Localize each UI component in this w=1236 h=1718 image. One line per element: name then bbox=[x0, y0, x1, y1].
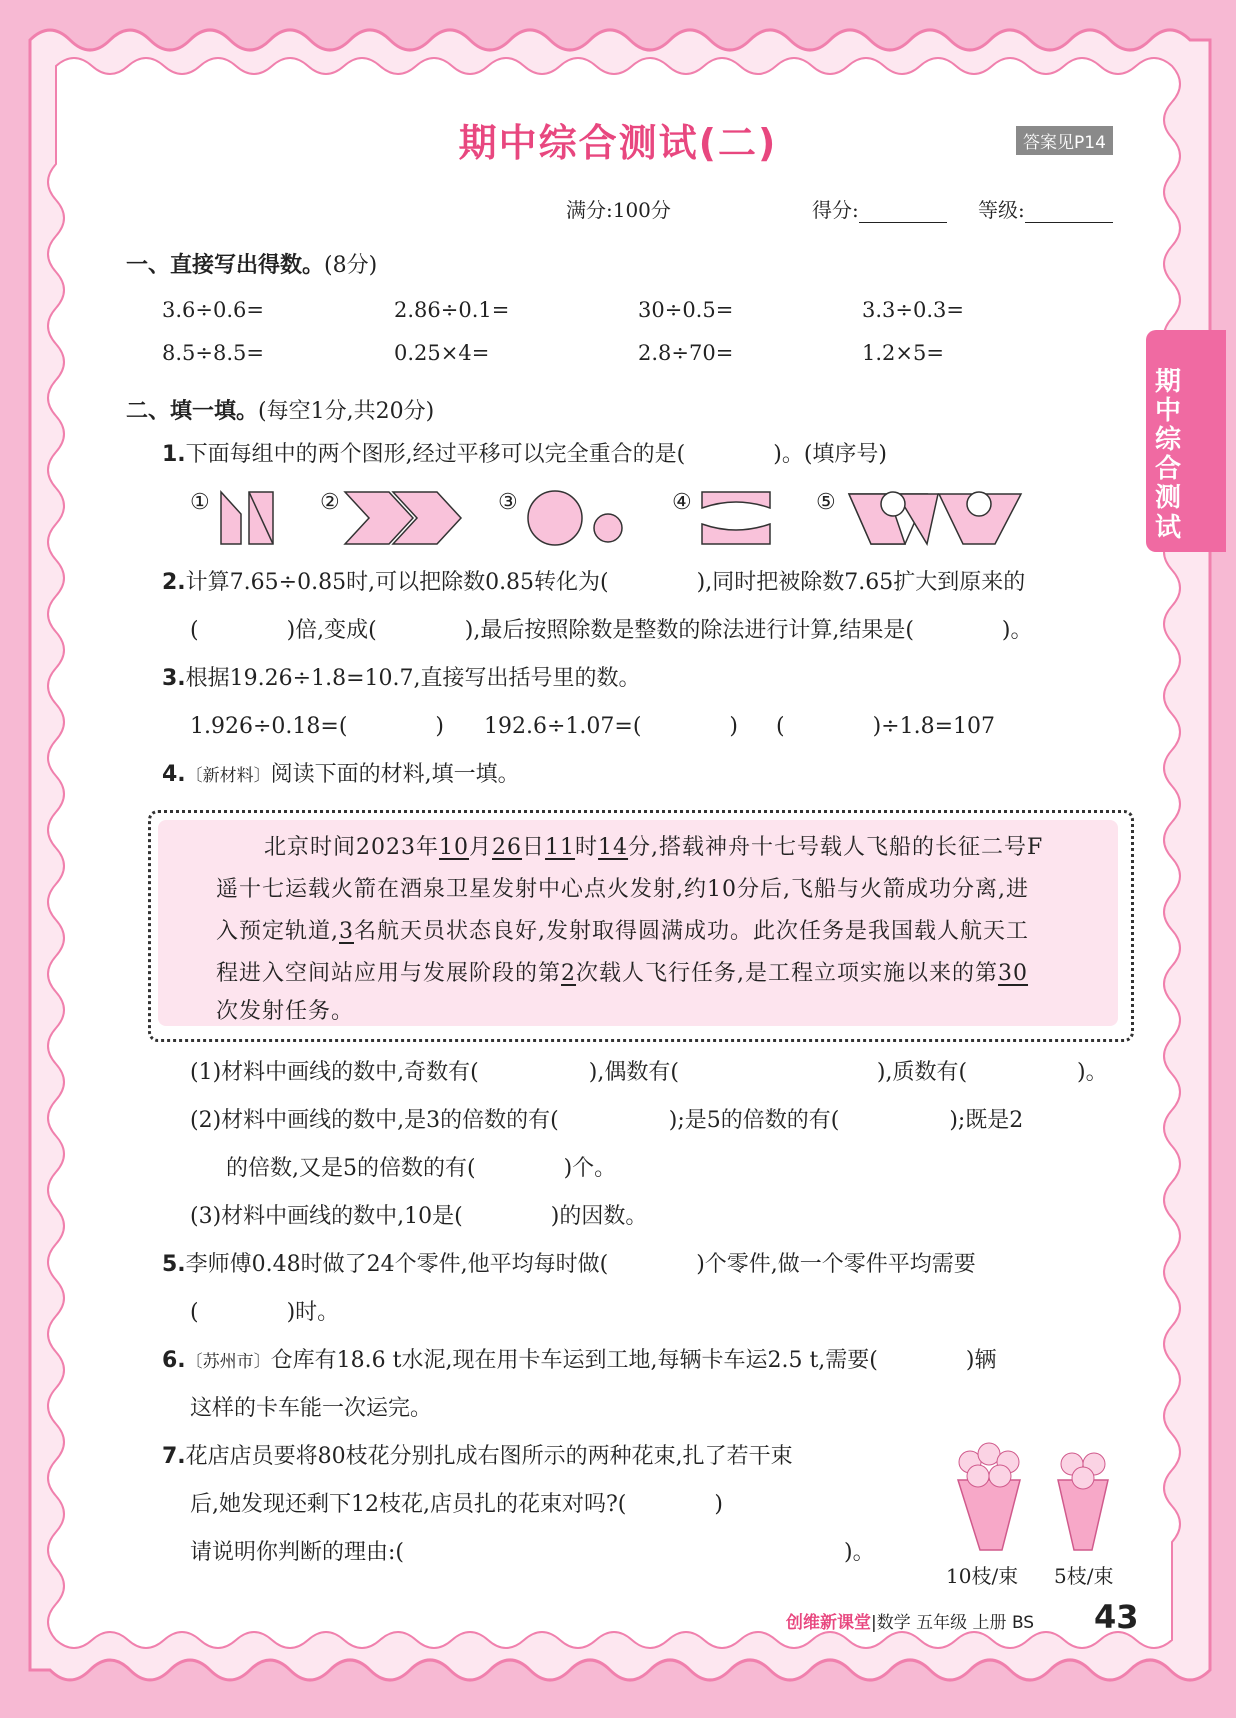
question-1 bbox=[162, 444, 887, 466]
calc-7: 2.8÷70= bbox=[638, 341, 734, 365]
page-number: 43 bbox=[1094, 1598, 1139, 1636]
underlined-number: 14 bbox=[598, 835, 629, 860]
underlined-number: 10 bbox=[439, 835, 469, 860]
reading-line-5: 次发射任务。 bbox=[216, 999, 355, 1024]
question-number: 7. bbox=[162, 1444, 186, 1469]
question-number: 1. bbox=[162, 442, 186, 467]
grade-label: 等级: bbox=[978, 198, 1025, 222]
section1-points: (8分) bbox=[324, 253, 378, 278]
score-label: 得分: bbox=[812, 198, 859, 222]
question-7-line3: 请说明你判断的理由:( )。 bbox=[190, 1540, 875, 1565]
question-7-line2: 后,她发现还剩下12枝花,店员扎的花束对吗?( ) bbox=[190, 1492, 723, 1517]
question-3-item-1: 1.926÷0.18=( ) bbox=[190, 714, 444, 739]
question-4-sub-2: (2)材料中画线的数中,是3的倍数的有( );是5的倍数的有( );既是2 bbox=[190, 1108, 1024, 1133]
question-3 bbox=[162, 668, 641, 690]
reading-text: 次载人飞行任务,是工程立项实施以来的第 bbox=[576, 961, 999, 986]
question-text: 仓库有18.6 t水泥,现在用卡车运到工地,每辆卡车运2.5 t,需要( )辆 bbox=[270, 1348, 997, 1373]
underlined-number: 3 bbox=[339, 919, 354, 944]
question-text: 花店店员要将80枝花分别扎成右图所示的两种花束,扎了若干束 bbox=[185, 1444, 793, 1469]
calc-3: 30÷0.5= bbox=[638, 298, 734, 322]
bouquet-illustrations bbox=[940, 1440, 1130, 1560]
shape-label-2: ② bbox=[320, 490, 340, 515]
translation-shapes bbox=[215, 486, 1095, 548]
question-number: 5. bbox=[162, 1252, 186, 1277]
question-5 bbox=[162, 1254, 976, 1276]
footer-info bbox=[786, 1608, 1034, 1633]
full-score: 满分:100分 bbox=[566, 198, 671, 222]
question-text: 计算7.65÷0.85时,可以把除数0.85转化为( ),同时把被除数7.65扩大到原来的 bbox=[185, 570, 1026, 595]
footer-subject: |数学 五年级 上册 BS bbox=[871, 1613, 1035, 1633]
side-tab-label: 期中综合测试 bbox=[1154, 367, 1181, 543]
question-6 bbox=[162, 1350, 996, 1372]
reading-line-1 bbox=[264, 830, 1043, 861]
calc-5: 8.5÷8.5= bbox=[162, 341, 264, 365]
page-title: 期中综合测试(二) bbox=[458, 121, 778, 165]
section2-title: 二、填一填。 bbox=[126, 399, 259, 424]
shape-5-circle-a bbox=[881, 492, 905, 516]
reading-text: 时 bbox=[575, 835, 599, 860]
answer-reference-badge: 答案见P14 bbox=[1016, 126, 1113, 155]
reading-text: 北京时间2023年 bbox=[264, 835, 439, 860]
score-field[interactable] bbox=[812, 194, 947, 223]
question-number: 4. bbox=[162, 762, 186, 787]
section2-heading bbox=[126, 394, 434, 425]
shape-label-1: ① bbox=[190, 490, 210, 515]
reading-text: 日 bbox=[522, 835, 546, 860]
shape-1a bbox=[221, 492, 241, 544]
question-text: 阅读下面的材料,填一填。 bbox=[270, 762, 520, 787]
underlined-number: 30 bbox=[998, 961, 1029, 986]
reading-line-3 bbox=[216, 914, 1029, 945]
underlined-number: 11 bbox=[545, 835, 576, 860]
shape-label-3: ③ bbox=[498, 490, 518, 515]
reading-text: 入预定轨道, bbox=[216, 919, 339, 944]
question-4-sub-1: (1)材料中画线的数中,奇数有( ),偶数有( ),质数有( )。 bbox=[190, 1060, 1108, 1085]
question-2 bbox=[162, 572, 1025, 594]
question-number: 2. bbox=[162, 570, 186, 595]
question-7 bbox=[162, 1446, 793, 1468]
shape-label-5: ⑤ bbox=[816, 490, 836, 515]
underlined-number: 2 bbox=[561, 961, 577, 986]
question-3-item-2: 192.6÷1.07=( ) bbox=[484, 714, 738, 739]
bouquet-10-icon bbox=[958, 1443, 1020, 1550]
reading-text: 名航天员状态良好,发射取得圆满成功。此次任务是我国载人航天工 bbox=[354, 919, 1029, 944]
question-text: 根据19.26÷1.8=10.7,直接写出括号里的数。 bbox=[185, 666, 641, 691]
question-5-line2: ( )时。 bbox=[190, 1300, 340, 1325]
question-4-sub-3: (3)材料中画线的数中,10是( )的因数。 bbox=[190, 1204, 648, 1229]
question-2-line2: ( )倍,变成( ),最后按照除数是整数的除法进行计算,结果是( )。 bbox=[190, 618, 1033, 643]
shape-label-4: ④ bbox=[672, 490, 692, 515]
reading-line-2: 遥十七运载火箭在酒泉卫星发射中心点火发射,约10分后,飞船与火箭成功分离,进 bbox=[216, 877, 1029, 902]
grade-blank[interactable] bbox=[1025, 202, 1113, 223]
question-tag: 〔新材料〕 bbox=[185, 766, 271, 786]
question-4 bbox=[162, 764, 520, 786]
bouquet-10-caption: 10枝/束 bbox=[946, 1564, 1019, 1588]
question-number: 6. bbox=[162, 1348, 186, 1373]
shape-4a bbox=[702, 492, 770, 508]
question-text: 下面每组中的两个图形,经过平移可以完全重合的是( )。(填序号) bbox=[185, 442, 887, 467]
calc-6: 0.25×4= bbox=[394, 341, 490, 365]
underlined-number: 26 bbox=[492, 835, 523, 860]
bouquet-5-caption: 5枝/束 bbox=[1054, 1564, 1114, 1588]
reading-text: 月 bbox=[469, 835, 493, 860]
footer-brand: 创维新课堂 bbox=[786, 1613, 871, 1633]
calc-2: 2.86÷0.1= bbox=[394, 298, 510, 322]
calc-4: 3.3÷0.3= bbox=[862, 298, 964, 322]
reading-line-4 bbox=[216, 956, 1028, 987]
section1-title: 一、直接写出得数。 bbox=[126, 253, 325, 278]
shape-5-circle-b bbox=[967, 492, 991, 516]
bouquet-5-icon bbox=[1058, 1453, 1108, 1550]
reading-text: 程进入空间站应用与发展阶段的第 bbox=[216, 961, 562, 986]
shape-4b bbox=[702, 524, 770, 544]
question-number: 3. bbox=[162, 666, 186, 691]
question-6-line2: 这样的卡车能一次运完。 bbox=[190, 1396, 433, 1421]
question-tag: 〔苏州市〕 bbox=[185, 1352, 271, 1372]
section2-points: (每空1分,共20分) bbox=[258, 399, 435, 424]
calc-1: 3.6÷0.6= bbox=[162, 298, 264, 322]
reading-text: 分,搭载神舟十七号载人飞船的长征二号F bbox=[628, 835, 1044, 860]
section1-heading bbox=[126, 248, 377, 279]
question-text: 李师傅0.48时做了24个零件,他平均每时做( )个零件,做一个零件平均需要 bbox=[185, 1252, 976, 1277]
calc-8: 1.2×5= bbox=[862, 341, 944, 365]
score-blank[interactable] bbox=[859, 202, 947, 223]
shape-3a bbox=[528, 491, 582, 545]
question-3-item-3: ( )÷1.8=107 bbox=[776, 714, 996, 739]
shape-3b bbox=[594, 514, 622, 542]
question-4-sub-2-line2: 的倍数,又是5的倍数的有( )个。 bbox=[226, 1156, 617, 1181]
grade-field[interactable] bbox=[978, 194, 1113, 223]
